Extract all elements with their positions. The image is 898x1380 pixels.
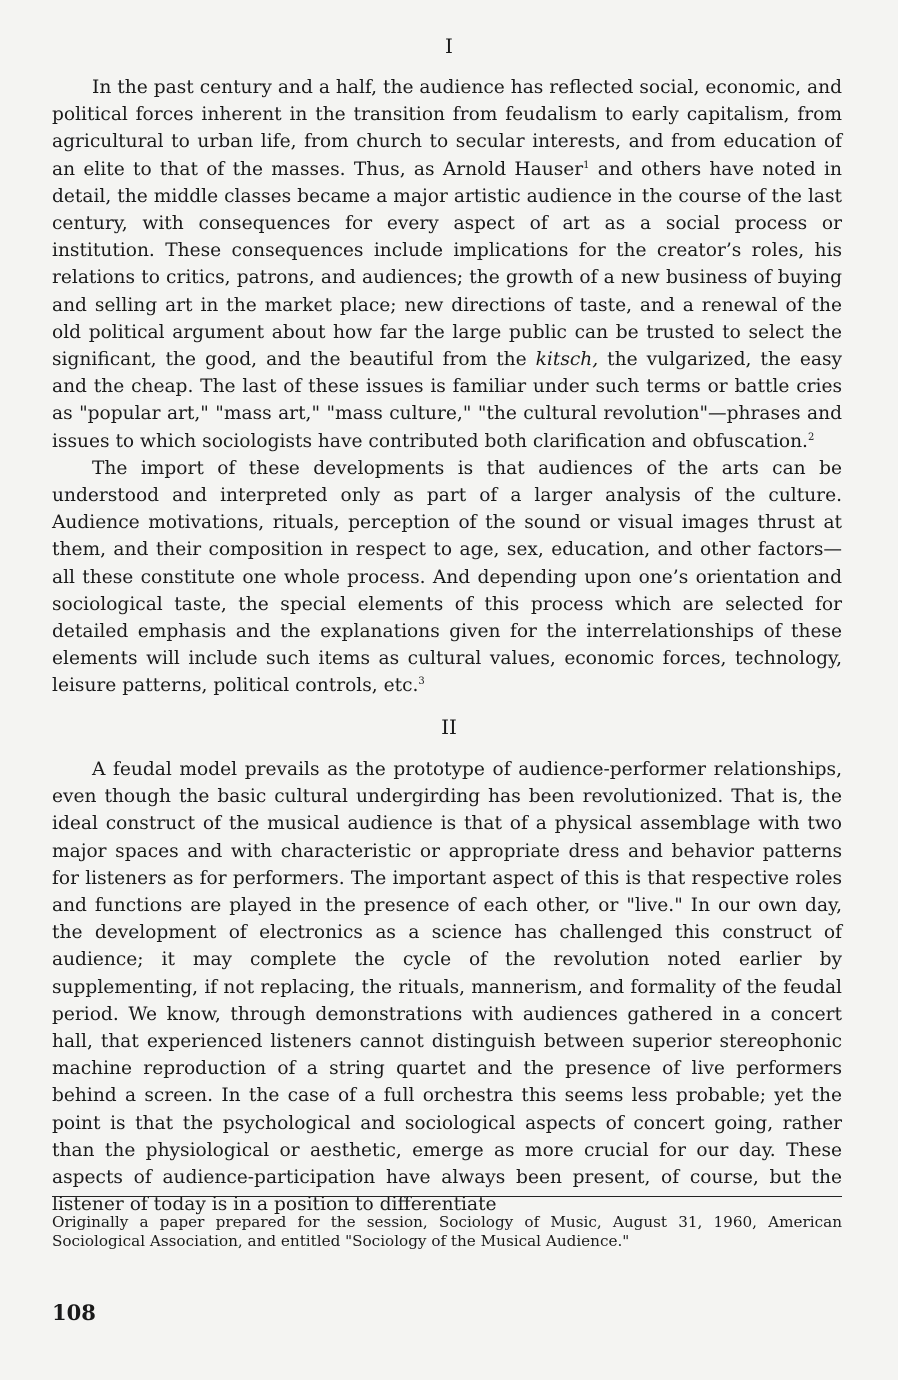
page-number: 108 [52,1300,96,1325]
kitsch-term: kitsch, [535,349,599,371]
section-heading-2: II [441,715,457,739]
footnote-ref-2: 2 [807,431,815,443]
section-2-body [52,756,842,1218]
paragraph-1 [52,74,842,455]
footnote-ref-3: 3 [418,676,425,688]
paragraph-3: A feudal model prevails as the prototype of audience-performer relationships, even though the basic cultural undergirding has been revolutionized. That is, the ideal construct of the musical audience is that of a physical assemblage with two major spaces and with characteristic or appropriate dress and behavior patterns for listeners as for performers. The important aspect of this is that respective roles and functions are played in the presence of each other, or "live." In our own day, the development of electronics as a science has challenged this construct of audience; it may complete the cycle of the revolution noted earlier by supplementing, if not replacing, the rituals, mannerism, and formality of the feudal period. We know, through demonstrations with audiences gathered in a concert hall, that experienced listeners cannot distinguish between superior stereophonic machine reproduction of a string quartet and the presence of live performers behind a screen. In the case of a full orchestra this seems less probable; yet the point is that the psychological and sociological aspects of concert going, rather than the physiological or aesthetic, emerge as more crucial for our day. These aspects of audience-participation have always been present, of course, but the listener of today is in a position to differentiate [52,759,842,1216]
paragraph-1-text-b: and others have noted in detail, the middle classes became a major artistic audience in the course of the last century, with consequences for every aspect of art as a social process or institution. These consequences include implications for the creator’s roles, his relations to critics, patrons, and audiences; the growth of a new business of buying and selling art in the market place; new directions of taste, and a renewal of the old political argument about how far the large public can be trusted to select the significant, the good, and the beautiful from the [52,158,842,371]
paragraph-1-text-a: In the past century and a half, the audience has reflected social, economic, and political forces inherent in the transition from feudalism to early capitalism, from agricultural to urban life, from church to secular interests, and from education of an elite to that of the masses. Thus, as Arnold Hauser [52,77,842,180]
section-heading-1: I [445,34,453,58]
section-1-body [52,74,842,700]
paragraph-1-text-c: the vulgarized, the easy and the cheap. The last of these issues is familiar under such terms or battle cries as "popular art," "mass art," "mass culture," "the cultural revolution"—phrases and issues to which sociologists have contributed both clarification and obfuscation. [52,349,842,452]
paragraph-2 [52,455,842,700]
footnote-divider [52,1196,842,1197]
footnote-ref-1: 1 [583,159,590,171]
footnote-text: Originally a paper prepared for the session, Sociology of Music, August 31, 1960, American Sociological Association, and entitled "Sociology of the Musical Audience." [52,1213,842,1250]
paragraph-2-text: The import of these developments is that audiences of the arts can be understood and interpreted only as part of a larger analysis of the culture. Audience motivations, rituals, perception of the sound or visual images thrust at them, and their composition in respect to age, sex, education, and other factors—all these constitute one whole process. And depending upon one’s orientation and sociological taste, the special elements of this process which are selected for detailed emphasis and the explanations given for the interrelationships of these elements will include such items as cultural values, economic forces, technology, leisure patterns, political controls, etc. [52,457,842,697]
